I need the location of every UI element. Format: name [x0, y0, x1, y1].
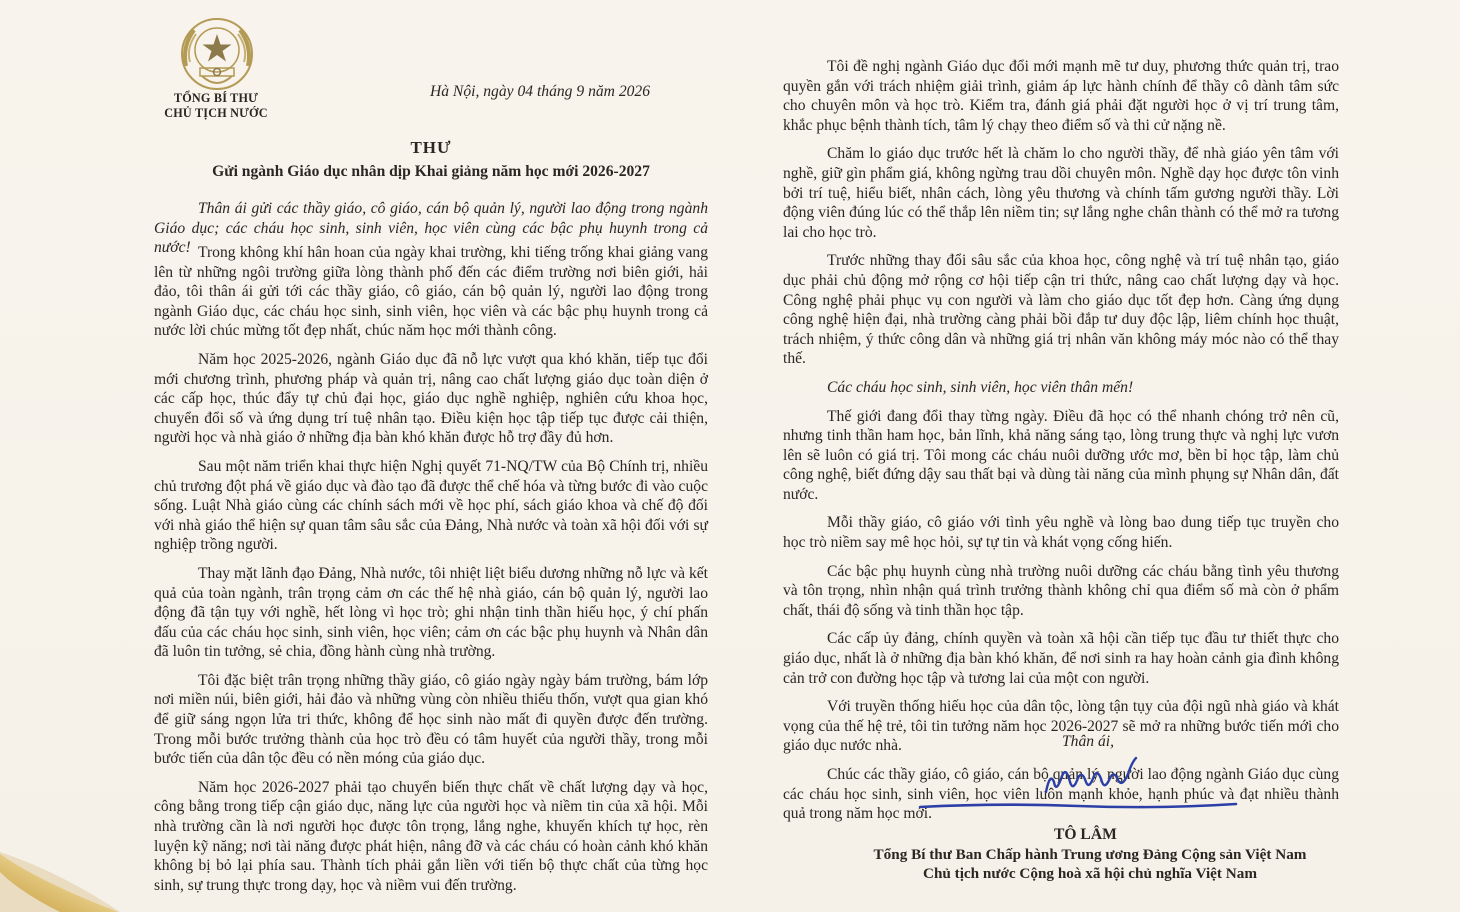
dateline: Hà Nội, ngày 04 tháng 9 năm 2026 [429, 83, 651, 100]
paragraph: Trong không khí hân hoan của ngày khai trường, khi tiếng trống khai giảng vang lên từ những ngôi trường giữa lòng thành phố đến các điểm trường nơi biên giới, hải đảo, tôi thân ái gửi tới các thầy giáo, cô giáo, cán bộ quản lý, người lao động trong ngành Giáo dục, các cháu học sinh, sinh viên, học viên và các bậc phụ huynh trong cả nước lời chúc mừng tốt đẹp nhất, chúc năm học mới thành công. [154, 244, 708, 340]
paragraph: Với truyền thống hiếu học của dân tộc, lòng tận tụy của đội ngũ nhà giáo và khát vọng của thế hệ trẻ, tôi tin tưởng năm học 2026-2027 sẽ mở ra những bước tiến mới cho giáo dục nước nhà. [783, 698, 1339, 755]
right-column [783, 57, 1339, 824]
paragraph: Các bậc phụ huynh cùng nhà trường nuôi dưỡng các cháu bằng tình yêu thương và tôn trọng, nhìn nhận quá trình trưởng thành không chỉ qua điểm số mà còn ở phẩm chất, thái độ sống và tinh thần học tập. [783, 562, 1339, 619]
paragraph: Tôi đặc biệt trân trọng những thầy giáo, cô giáo ngày ngày bám trường, bám lớp nơi miền núi, biên giới, hải đảo và những vùng còn nhiều thiếu thốn, vượt qua gian khó để giữ sáng ngọn lửa tri thức, không để học sinh nào mất đi quyền được đến trường. Trong mỗi bước trưởng thành của học trò đều có tâm huyết của người thầy, trong mỗi bước tiến của dân tộc đều có nền móng của giáo dục. [154, 671, 708, 768]
signer-title-1: Tổng Bí thư Ban Chấp hành Trung ương Đảng Cộng sản Việt Nam [873, 846, 1307, 863]
paragraph: Chăm lo giáo dục trước hết là chăm lo cho người thầy, để nhà giáo yên tâm với nghề, giữ gìn phẩm giá, không ngừng trau dồi chuyên môn. Nghề dạy học được tôn vinh bởi trí tuệ, hiểu biết, nhân cách, lòng yêu thương và chính tấm gương người thầy. Lời động viên đúng lúc có thể thắp lên niềm tin; sự lắng nghe chân thành có thể mở ra tương lai cho học trò. [783, 145, 1339, 241]
greeting-text: Thân ái gửi các thầy giáo, cô giáo, cán bộ quản lý, người lao động trong ngành Giáo dục; các cháu học sinh, sinh viên, học viên cùng các bậc phụ huynh trong cả nước! [154, 200, 708, 257]
student-salutation: Các cháu học sinh, sinh viên, học viên thân mến! [827, 378, 1134, 396]
national-emblem-icon [176, 16, 258, 92]
document-subtitle: Gửi ngành Giáo dục nhân dịp Khai giảng năm học mới 2026-2027 [212, 163, 650, 180]
paragraph: Tôi đề nghị ngành Giáo dục đổi mới mạnh mẽ tư duy, phương thức quản trị, trao quyền gắn với trách nhiệm giải trình, giảm áp lực hành chính để thầy cô dành tâm sức cho chuyên môn và học trò. Kiểm tra, đánh giá phải đặt người học ở vị trí trung tâm, khắc phục bệnh thành tích, tâm lý chạy theo điểm số và thi cử nặng nề. [783, 58, 1339, 134]
issuer-line-1: TỔNG BÍ THƯ [173, 91, 259, 105]
issuer-line-2: CHỦ TỊCH NƯỚC [164, 106, 268, 120]
paragraph: Năm học 2025-2026, ngành Giáo dục đã nỗ lực vượt qua khó khăn, tiếp tục đổi mới chương trình, phương pháp và quản trị, nâng cao chất lượng giáo dục toàn diện ở các cấp học, thúc đẩy tự chủ đại học, giáo dục nghề nghiệp, nghiên cứu khoa học, chuyển đổi số và ứng dụng trí tuệ nhân tạo. Điều kiện học tập tiếp tục được cải thiện, người học và nhà giáo ở những địa bàn khó khăn được hỗ trợ đầy đủ hơn. [154, 350, 708, 447]
page-curl-decoration [0, 772, 140, 912]
signature-underline [918, 797, 1238, 815]
signer-title-2: Chủ tịch nước Cộng hoà xã hội chủ nghĩa Việt Nam [923, 865, 1257, 882]
paragraph: Sau một năm triển khai thực hiện Nghị quyết 71-NQ/TW của Bộ Chính trị, nhiều chủ trương đột phá về giáo dục và đào tạo đã được thể chế hóa và từng bước đi vào cuộc sống. Luật Nhà giáo cùng các chính sách mới về học phí, sách giáo khoa và chế độ đối với nhà giáo thể hiện sự quan tâm sâu sắc của Đảng, Nhà nước và toàn xã hội đối với sự nghiệp trồng người. [154, 457, 708, 554]
paragraph: Năm học 2026-2027 phải tạo chuyển biến thực chất về chất lượng dạy và học, công bằng trong tiếp cận giáo dục, năng lực của người học và niềm tin của xã hội. Mỗi nhà trường cần là nơi người học được tôn trọng, lắng nghe, khuyến khích tự học, rèn luyện kỹ năng; nơi tài năng được phát hiện, nâng đỡ và các cháu có hoàn cảnh khó khăn không bị bỏ lại phía sau. Thành tích phải gắn liền với tiến bộ thực chất của từng học sinh, sự trung thực trong dạy, học và niềm vui đến trường. [154, 778, 708, 894]
paragraph: Chúc các thầy giáo, cô giáo, cán bộ quản lý, người lao động ngành Giáo dục cùng các cháu học sinh, sinh viên, học viên luôn mạnh khỏe, hạnh phúc và đạt nhiều thành quả trong năm học mới. [783, 766, 1339, 823]
closing-salutation: Thân ái, [1062, 733, 1114, 750]
document-title: THƯ [410, 138, 452, 157]
left-column [154, 243, 708, 895]
signature-icon [1040, 752, 1150, 802]
paragraph: Các cấp ủy đảng, chính quyền và toàn xã hội cần tiếp tục đầu tư thiết thực cho giáo dục, nhất là ở những địa bàn khó khăn, để nơi sinh ra hay hoàn cảnh gia đình không cản trở con đường học tập và tương lai của một con người. [783, 630, 1339, 687]
paragraph: Thay mặt lãnh đạo Đảng, Nhà nước, tôi nhiệt liệt biểu dương những nỗ lực và kết quả của toàn ngành, trân trọng cảm ơn các thế hệ nhà giáo, cán bộ quản lý, người lao động đã tận tụy với nghề, hết lòng vì học trò; ghi nhận tinh thần hiếu học, ý chí phấn đấu của các cháu học sinh, sinh viên, học viên; cảm ơn các bậc phụ huynh và Nhân dân đã luôn tin tưởng, sẻ chia, đồng hành cùng nhà trường. [154, 564, 708, 661]
paragraph: Thế giới đang đổi thay từng ngày. Điều đã học có thể nhanh chóng trở nên cũ, nhưng tinh thần ham học, bản lĩnh, khả năng sáng tạo, lòng trung thực và nghị lực vươn lên sẽ luôn có giá trị. Tôi mong các cháu nuôi dưỡng ước mơ, bền bỉ học tập, làm chủ công nghệ, biết đứng dậy sau thất bại và dùng tài năng của mình phụng sự Nhân dân, đất nước. [783, 407, 1339, 503]
paragraph: Trước những thay đổi sâu sắc của khoa học, công nghệ và trí tuệ nhân tạo, giáo dục phải chủ động mở rộng cơ hội tiếp cận tri thức, nâng cao chất lượng dạy và học. Công nghệ phải phục vụ con người và làm cho giáo dục tốt đẹp hơn. Càng ứng dụng công nghệ hiện đại, nhà trường càng phải bồi đắp tư duy độc lập, liêm chính học thuật, trách nhiệm, ý thức công dân và những giá trị nhân văn không máy móc nào có thể thay thế. [783, 252, 1339, 368]
issuer-heading [150, 91, 282, 121]
signer-name: TÔ LÂM [1054, 826, 1117, 843]
paragraph: Mỗi thầy giáo, cô giáo với tình yêu nghề và lòng bao dung tiếp tục truyền cho học trò niềm say mê học hỏi, sự tự tin và khát vọng cống hiến. [783, 514, 1339, 552]
